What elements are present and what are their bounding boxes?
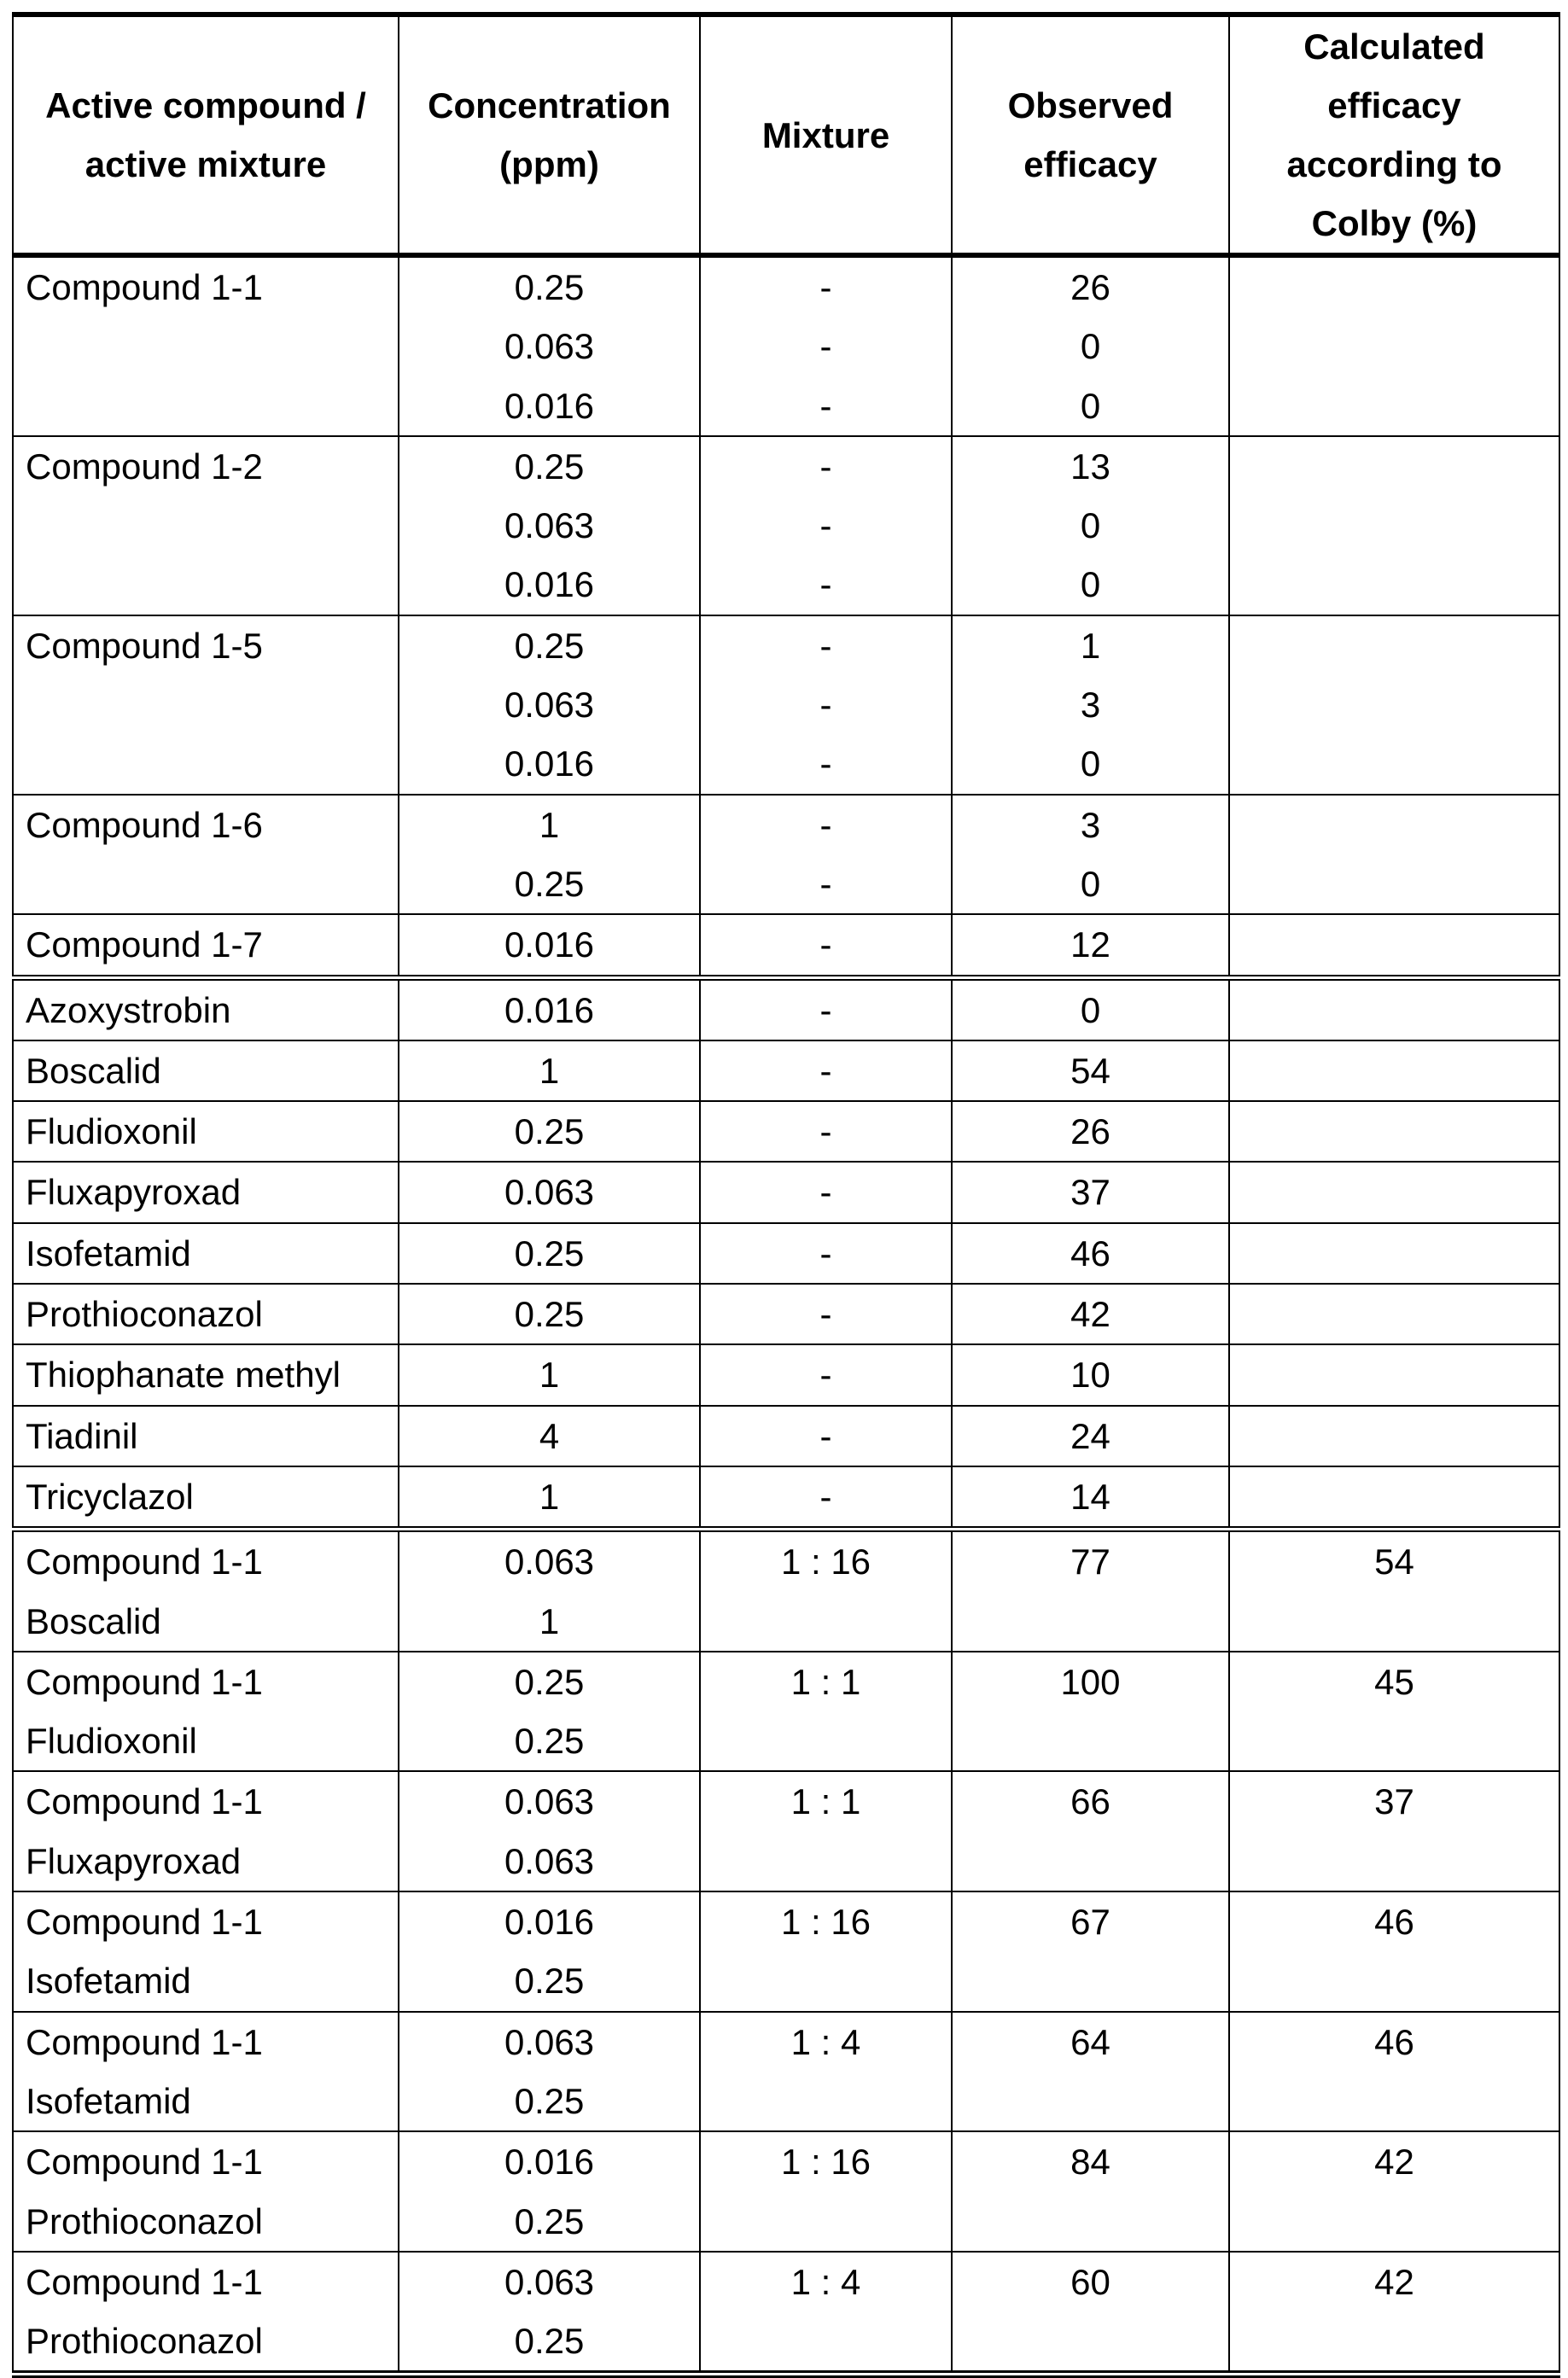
colby-efficacy-cell-value: 42 bbox=[1230, 2132, 1559, 2191]
concentration-cell bbox=[399, 1162, 700, 1222]
concentration-cell bbox=[399, 1406, 700, 1466]
mixture-cell bbox=[700, 1406, 952, 1466]
header-line: active mixture bbox=[14, 135, 398, 194]
compound-cell bbox=[13, 1406, 399, 1466]
observed-efficacy-cell-value: 26 bbox=[953, 1102, 1228, 1161]
mixture-cell bbox=[700, 977, 952, 1040]
compound-cell bbox=[13, 1466, 399, 1530]
colby-efficacy-cell bbox=[1229, 1891, 1559, 2012]
concentration-cell-value: 0.25 bbox=[399, 1102, 699, 1161]
concentration-cell-value: 0.063 bbox=[399, 2013, 699, 2072]
observed-efficacy-cell bbox=[952, 2131, 1229, 2252]
colby-efficacy-cell bbox=[1229, 2131, 1559, 2252]
table-row bbox=[13, 2252, 1559, 2375]
compound-cell bbox=[13, 1101, 399, 1162]
mixture-cell-value: - bbox=[701, 376, 951, 435]
mixture-cell bbox=[700, 255, 952, 436]
mixture-cell-value: - bbox=[701, 734, 951, 793]
concentration-cell-value: 0.25 bbox=[399, 1285, 699, 1343]
mixture-cell bbox=[700, 2131, 952, 2252]
concentration-cell-value: 0.063 bbox=[399, 317, 699, 376]
mixture-cell-value: - bbox=[701, 1163, 951, 1221]
mixture-cell-value: - bbox=[701, 1407, 951, 1466]
concentration-cell-value: 0.063 bbox=[399, 2253, 699, 2311]
concentration-cell-value: 0.25 bbox=[399, 2192, 699, 2251]
table-row bbox=[13, 1466, 1559, 1530]
concentration-cell-value: 0.063 bbox=[399, 1532, 699, 1591]
colby-efficacy-cell bbox=[1229, 1344, 1559, 1405]
observed-efficacy-cell bbox=[952, 615, 1229, 795]
compound-cell bbox=[13, 615, 399, 795]
mixture-cell bbox=[700, 2252, 952, 2375]
mixture-cell bbox=[700, 2012, 952, 2132]
compound-cell bbox=[13, 1530, 399, 1652]
observed-efficacy-cell bbox=[952, 1466, 1229, 1530]
observed-efficacy-cell bbox=[952, 1771, 1229, 1891]
concentration-cell bbox=[399, 1466, 700, 1530]
observed-efficacy-cell bbox=[952, 1162, 1229, 1222]
concentration-cell-value: 0.25 bbox=[399, 1652, 699, 1711]
compound-cell-value: Compound 1-1 bbox=[26, 2132, 398, 2191]
mixture-cell bbox=[700, 795, 952, 915]
compound-cell-value: Compound 1-1 bbox=[26, 1532, 398, 1591]
observed-efficacy-cell bbox=[952, 977, 1229, 1040]
observed-efficacy-cell bbox=[952, 1652, 1229, 1772]
observed-efficacy-cell bbox=[952, 1284, 1229, 1344]
table-row bbox=[13, 1652, 1559, 1772]
table-row bbox=[13, 1530, 1559, 1652]
mixture-cell-value: - bbox=[701, 1345, 951, 1404]
mixture-cell bbox=[700, 914, 952, 977]
concentration-cell-value: 1 bbox=[399, 1345, 699, 1404]
concentration-cell-value: 0.25 bbox=[399, 1711, 699, 1770]
observed-efficacy-cell bbox=[952, 1344, 1229, 1405]
mixture-cell-value: - bbox=[701, 1102, 951, 1161]
table-row bbox=[13, 1162, 1559, 1222]
concentration-cell bbox=[399, 1771, 700, 1891]
concentration-cell-value: 0.25 bbox=[399, 437, 699, 496]
observed-efficacy-cell-value: 14 bbox=[953, 1467, 1228, 1526]
mixture-cell-value: 1 : 4 bbox=[701, 2013, 951, 2072]
mixture-cell bbox=[700, 1223, 952, 1284]
compound-cell-value: Compound 1-7 bbox=[26, 915, 398, 974]
colby-efficacy-cell bbox=[1229, 1771, 1559, 1891]
compound-cell-value: Prothioconazol bbox=[26, 2192, 398, 2251]
concentration-cell bbox=[399, 436, 700, 615]
colby-efficacy-cell bbox=[1229, 436, 1559, 615]
colby-efficacy-cell-value: 42 bbox=[1230, 2253, 1559, 2311]
compound-cell-value: Isofetamid bbox=[26, 2072, 398, 2130]
mixture-cell-value: 1 : 16 bbox=[701, 2132, 951, 2191]
observed-efficacy-cell-value: 12 bbox=[953, 915, 1228, 974]
colby-efficacy-cell bbox=[1229, 795, 1559, 915]
compound-cell bbox=[13, 1284, 399, 1344]
mixture-cell-value: - bbox=[701, 258, 951, 317]
mixture-cell bbox=[700, 1652, 952, 1772]
compound-cell bbox=[13, 436, 399, 615]
concentration-cell-value: 0.063 bbox=[399, 496, 699, 555]
table-row bbox=[13, 1284, 1559, 1344]
concentration-cell-value: 0.25 bbox=[399, 258, 699, 317]
observed-efficacy-cell-value: 0 bbox=[953, 981, 1228, 1040]
compound-cell bbox=[13, 1223, 399, 1284]
compound-cell-value: Fluxapyroxad bbox=[26, 1832, 398, 1891]
header-mixture bbox=[700, 15, 952, 255]
mixture-cell-value: - bbox=[701, 981, 951, 1040]
compound-cell-value: Tricyclazol bbox=[26, 1467, 398, 1526]
concentration-cell-value: 0.016 bbox=[399, 555, 699, 614]
mixture-cell-value: - bbox=[701, 1041, 951, 1100]
header-observed-efficacy bbox=[952, 15, 1229, 255]
compound-cell-value: Compound 1-1 bbox=[26, 2253, 398, 2311]
concentration-cell-value: 0.063 bbox=[399, 1772, 699, 1831]
compound-cell-value: Compound 1-1 bbox=[26, 1772, 398, 1831]
observed-efficacy-cell bbox=[952, 1223, 1229, 1284]
concentration-cell-value: 1 bbox=[399, 796, 699, 854]
compound-cell-value: Compound 1-2 bbox=[26, 437, 398, 496]
compound-cell bbox=[13, 914, 399, 977]
table-row bbox=[13, 255, 1559, 436]
concentration-cell bbox=[399, 1530, 700, 1652]
mixture-cell bbox=[700, 1162, 952, 1222]
observed-efficacy-cell-value: 54 bbox=[953, 1041, 1228, 1100]
compound-cell-value: Prothioconazol bbox=[26, 1285, 398, 1343]
mixture-cell bbox=[700, 615, 952, 795]
colby-efficacy-cell bbox=[1229, 977, 1559, 1040]
colby-efficacy-cell-value: 54 bbox=[1230, 1532, 1559, 1591]
table-header bbox=[13, 15, 1559, 255]
mixture-cell-value: - bbox=[701, 1467, 951, 1526]
observed-efficacy-cell bbox=[952, 255, 1229, 436]
observed-efficacy-cell-value: 64 bbox=[953, 2013, 1228, 2072]
concentration-cell-value: 0.016 bbox=[399, 981, 699, 1040]
observed-efficacy-cell bbox=[952, 795, 1229, 915]
compound-cell bbox=[13, 1652, 399, 1772]
compound-cell-value: Azoxystrobin bbox=[26, 981, 398, 1040]
mixture-cell-value: - bbox=[701, 854, 951, 913]
table-row bbox=[13, 1771, 1559, 1891]
observed-efficacy-cell bbox=[952, 1406, 1229, 1466]
header-concentration bbox=[399, 15, 700, 255]
compound-cell-value: Compound 1-1 bbox=[26, 258, 398, 317]
concentration-cell bbox=[399, 615, 700, 795]
mixture-cell-value: 1 : 1 bbox=[701, 1652, 951, 1711]
mixture-cell bbox=[700, 1771, 952, 1891]
mixture-cell-value: - bbox=[701, 555, 951, 614]
table-row bbox=[13, 914, 1559, 977]
observed-efficacy-cell-value: 0 bbox=[953, 376, 1228, 435]
compound-cell bbox=[13, 2131, 399, 2252]
header-line: Active compound / bbox=[14, 76, 398, 135]
observed-efficacy-cell-value: 42 bbox=[953, 1285, 1228, 1343]
table-row bbox=[13, 436, 1559, 615]
compound-cell bbox=[13, 1891, 399, 2012]
compound-cell bbox=[13, 1162, 399, 1222]
concentration-cell-value: 0.25 bbox=[399, 1224, 699, 1283]
observed-efficacy-cell-value: 66 bbox=[953, 1772, 1228, 1831]
colby-efficacy-cell bbox=[1229, 1466, 1559, 1530]
compound-cell-value: Isofetamid bbox=[26, 1224, 398, 1283]
concentration-cell-value: 0.016 bbox=[399, 1892, 699, 1951]
observed-efficacy-cell-value: 24 bbox=[953, 1407, 1228, 1466]
concentration-cell-value: 0.016 bbox=[399, 376, 699, 435]
observed-efficacy-cell bbox=[952, 1101, 1229, 1162]
mixture-cell bbox=[700, 1891, 952, 2012]
observed-efficacy-cell-value: 0 bbox=[953, 317, 1228, 376]
compound-cell bbox=[13, 2012, 399, 2132]
header-line: Concentration bbox=[399, 76, 699, 135]
colby-efficacy-cell-value: 45 bbox=[1230, 1652, 1559, 1711]
table-row bbox=[13, 2131, 1559, 2252]
compound-cell bbox=[13, 1771, 399, 1891]
colby-efficacy-cell bbox=[1229, 1652, 1559, 1772]
mixture-cell-value: - bbox=[701, 1224, 951, 1283]
observed-efficacy-cell-value: 0 bbox=[953, 496, 1228, 555]
concentration-cell-value: 1 bbox=[399, 1467, 699, 1526]
mixture-cell-value: - bbox=[701, 796, 951, 854]
table-row bbox=[13, 795, 1559, 915]
compound-cell-value: Fluxapyroxad bbox=[26, 1163, 398, 1221]
mixture-cell bbox=[700, 1344, 952, 1405]
efficacy-table bbox=[12, 12, 1560, 2378]
observed-efficacy-cell bbox=[952, 1891, 1229, 2012]
mixture-cell-value: - bbox=[701, 616, 951, 675]
header-line: according to bbox=[1230, 135, 1559, 194]
compound-cell-value: Compound 1-1 bbox=[26, 1652, 398, 1711]
observed-efficacy-cell-value: 0 bbox=[953, 734, 1228, 793]
concentration-cell bbox=[399, 1652, 700, 1772]
concentration-cell bbox=[399, 1891, 700, 2012]
table-row bbox=[13, 1223, 1559, 1284]
observed-efficacy-cell-value: 0 bbox=[953, 555, 1228, 614]
mixture-cell bbox=[700, 1101, 952, 1162]
mixture-cell-value: - bbox=[701, 317, 951, 376]
observed-efficacy-cell-value: 37 bbox=[953, 1163, 1228, 1221]
concentration-cell-value: 0.25 bbox=[399, 2072, 699, 2130]
concentration-cell-value: 4 bbox=[399, 1407, 699, 1466]
observed-efficacy-cell bbox=[952, 1530, 1229, 1652]
header-line: efficacy bbox=[1230, 76, 1559, 135]
compound-cell-value: Fludioxonil bbox=[26, 1711, 398, 1770]
concentration-cell bbox=[399, 1223, 700, 1284]
compound-cell bbox=[13, 795, 399, 915]
observed-efficacy-cell bbox=[952, 2252, 1229, 2375]
compound-cell bbox=[13, 1344, 399, 1405]
concentration-cell-value: 0.016 bbox=[399, 915, 699, 974]
compound-cell-value: Boscalid bbox=[26, 1592, 398, 1651]
concentration-cell-value: 0.25 bbox=[399, 616, 699, 675]
concentration-cell bbox=[399, 795, 700, 915]
compound-cell-value: Boscalid bbox=[26, 1041, 398, 1100]
compound-cell bbox=[13, 1040, 399, 1101]
observed-efficacy-cell bbox=[952, 436, 1229, 615]
concentration-cell-value: 0.25 bbox=[399, 1951, 699, 2010]
observed-efficacy-cell-value: 0 bbox=[953, 854, 1228, 913]
concentration-cell bbox=[399, 1040, 700, 1101]
table-row bbox=[13, 1406, 1559, 1466]
table-row bbox=[13, 1040, 1559, 1101]
observed-efficacy-cell-value: 100 bbox=[953, 1652, 1228, 1711]
colby-efficacy-cell bbox=[1229, 914, 1559, 977]
concentration-cell-value: 0.016 bbox=[399, 734, 699, 793]
concentration-cell bbox=[399, 255, 700, 436]
table-row bbox=[13, 2012, 1559, 2132]
concentration-cell-value: 0.25 bbox=[399, 854, 699, 913]
observed-efficacy-cell bbox=[952, 1040, 1229, 1101]
concentration-cell-value: 0.25 bbox=[399, 2311, 699, 2370]
header-line: efficacy bbox=[953, 135, 1228, 194]
mixture-cell-value: - bbox=[701, 496, 951, 555]
mixture-cell-value: - bbox=[701, 675, 951, 734]
compound-cell bbox=[13, 255, 399, 436]
concentration-cell-value: 0.016 bbox=[399, 2132, 699, 2191]
mixture-cell bbox=[700, 1040, 952, 1101]
observed-efficacy-cell-value: 10 bbox=[953, 1345, 1228, 1404]
colby-efficacy-cell bbox=[1229, 255, 1559, 436]
header-line: (ppm) bbox=[399, 135, 699, 194]
table-row bbox=[13, 1891, 1559, 2012]
header-active-compound bbox=[13, 15, 399, 255]
observed-efficacy-cell-value: 46 bbox=[953, 1224, 1228, 1283]
colby-efficacy-cell bbox=[1229, 1162, 1559, 1222]
mixture-cell bbox=[700, 1530, 952, 1652]
concentration-cell bbox=[399, 1101, 700, 1162]
compound-cell-value: Prothioconazol bbox=[26, 2311, 398, 2370]
mixture-cell bbox=[700, 1466, 952, 1530]
observed-efficacy-cell-value: 13 bbox=[953, 437, 1228, 496]
colby-efficacy-cell bbox=[1229, 2012, 1559, 2132]
header-calculated-efficacy bbox=[1229, 15, 1559, 255]
mixture-cell bbox=[700, 436, 952, 615]
compound-cell-value: Compound 1-6 bbox=[26, 796, 398, 854]
mixture-cell-value: 1 : 1 bbox=[701, 1772, 951, 1831]
colby-efficacy-cell bbox=[1229, 1530, 1559, 1652]
mixture-cell bbox=[700, 1284, 952, 1344]
compound-cell bbox=[13, 2252, 399, 2375]
observed-efficacy-cell-value: 26 bbox=[953, 258, 1228, 317]
observed-efficacy-cell-value: 67 bbox=[953, 1892, 1228, 1951]
mixture-cell-value: - bbox=[701, 437, 951, 496]
header-line: Observed bbox=[953, 76, 1228, 135]
mixture-cell-value: - bbox=[701, 1285, 951, 1343]
colby-efficacy-cell bbox=[1229, 1406, 1559, 1466]
observed-efficacy-cell-value: 1 bbox=[953, 616, 1228, 675]
header-line: Mixture bbox=[701, 106, 951, 165]
table-row bbox=[13, 615, 1559, 795]
compound-cell-value: Tiadinil bbox=[26, 1407, 398, 1466]
table-row bbox=[13, 1101, 1559, 1162]
colby-efficacy-cell-value: 46 bbox=[1230, 2013, 1559, 2072]
colby-efficacy-cell bbox=[1229, 1040, 1559, 1101]
compound-cell-value: Thiophanate methyl bbox=[26, 1345, 398, 1404]
colby-efficacy-cell bbox=[1229, 2252, 1559, 2375]
table-row bbox=[13, 1344, 1559, 1405]
mixture-cell-value: 1 : 16 bbox=[701, 1532, 951, 1591]
concentration-cell bbox=[399, 2252, 700, 2375]
colby-efficacy-cell bbox=[1229, 1101, 1559, 1162]
mixture-cell-value: 1 : 16 bbox=[701, 1892, 951, 1951]
compound-cell-value: Fludioxonil bbox=[26, 1102, 398, 1161]
table-row bbox=[13, 977, 1559, 1040]
compound-cell-value: Compound 1-1 bbox=[26, 1892, 398, 1951]
concentration-cell-value: 0.063 bbox=[399, 1832, 699, 1891]
concentration-cell-value: 1 bbox=[399, 1041, 699, 1100]
colby-efficacy-cell-value: 37 bbox=[1230, 1772, 1559, 1831]
table-body bbox=[13, 255, 1559, 2375]
concentration-cell bbox=[399, 2131, 700, 2252]
concentration-cell bbox=[399, 914, 700, 977]
concentration-cell-value: 0.063 bbox=[399, 675, 699, 734]
concentration-cell bbox=[399, 1284, 700, 1344]
compound-cell-value: Compound 1-1 bbox=[26, 2013, 398, 2072]
concentration-cell-value: 0.063 bbox=[399, 1163, 699, 1221]
concentration-cell bbox=[399, 2012, 700, 2132]
compound-cell bbox=[13, 977, 399, 1040]
colby-efficacy-cell bbox=[1229, 1284, 1559, 1344]
mixture-cell-value: - bbox=[701, 915, 951, 974]
observed-efficacy-cell-value: 77 bbox=[953, 1532, 1228, 1591]
concentration-cell bbox=[399, 977, 700, 1040]
observed-efficacy-cell-value: 60 bbox=[953, 2253, 1228, 2311]
observed-efficacy-cell bbox=[952, 2012, 1229, 2132]
observed-efficacy-cell-value: 3 bbox=[953, 796, 1228, 854]
observed-efficacy-cell bbox=[952, 914, 1229, 977]
header-line: Calculated bbox=[1230, 17, 1559, 76]
observed-efficacy-cell-value: 84 bbox=[953, 2132, 1228, 2191]
compound-cell-value: Compound 1-5 bbox=[26, 616, 398, 675]
concentration-cell bbox=[399, 1344, 700, 1405]
mixture-cell-value: 1 : 4 bbox=[701, 2253, 951, 2311]
concentration-cell-value: 1 bbox=[399, 1592, 699, 1651]
colby-efficacy-cell bbox=[1229, 1223, 1559, 1284]
observed-efficacy-cell-value: 3 bbox=[953, 675, 1228, 734]
colby-efficacy-cell bbox=[1229, 615, 1559, 795]
header-line: Colby (%) bbox=[1230, 194, 1559, 253]
colby-efficacy-cell-value: 46 bbox=[1230, 1892, 1559, 1951]
compound-cell-value: Isofetamid bbox=[26, 1951, 398, 2010]
